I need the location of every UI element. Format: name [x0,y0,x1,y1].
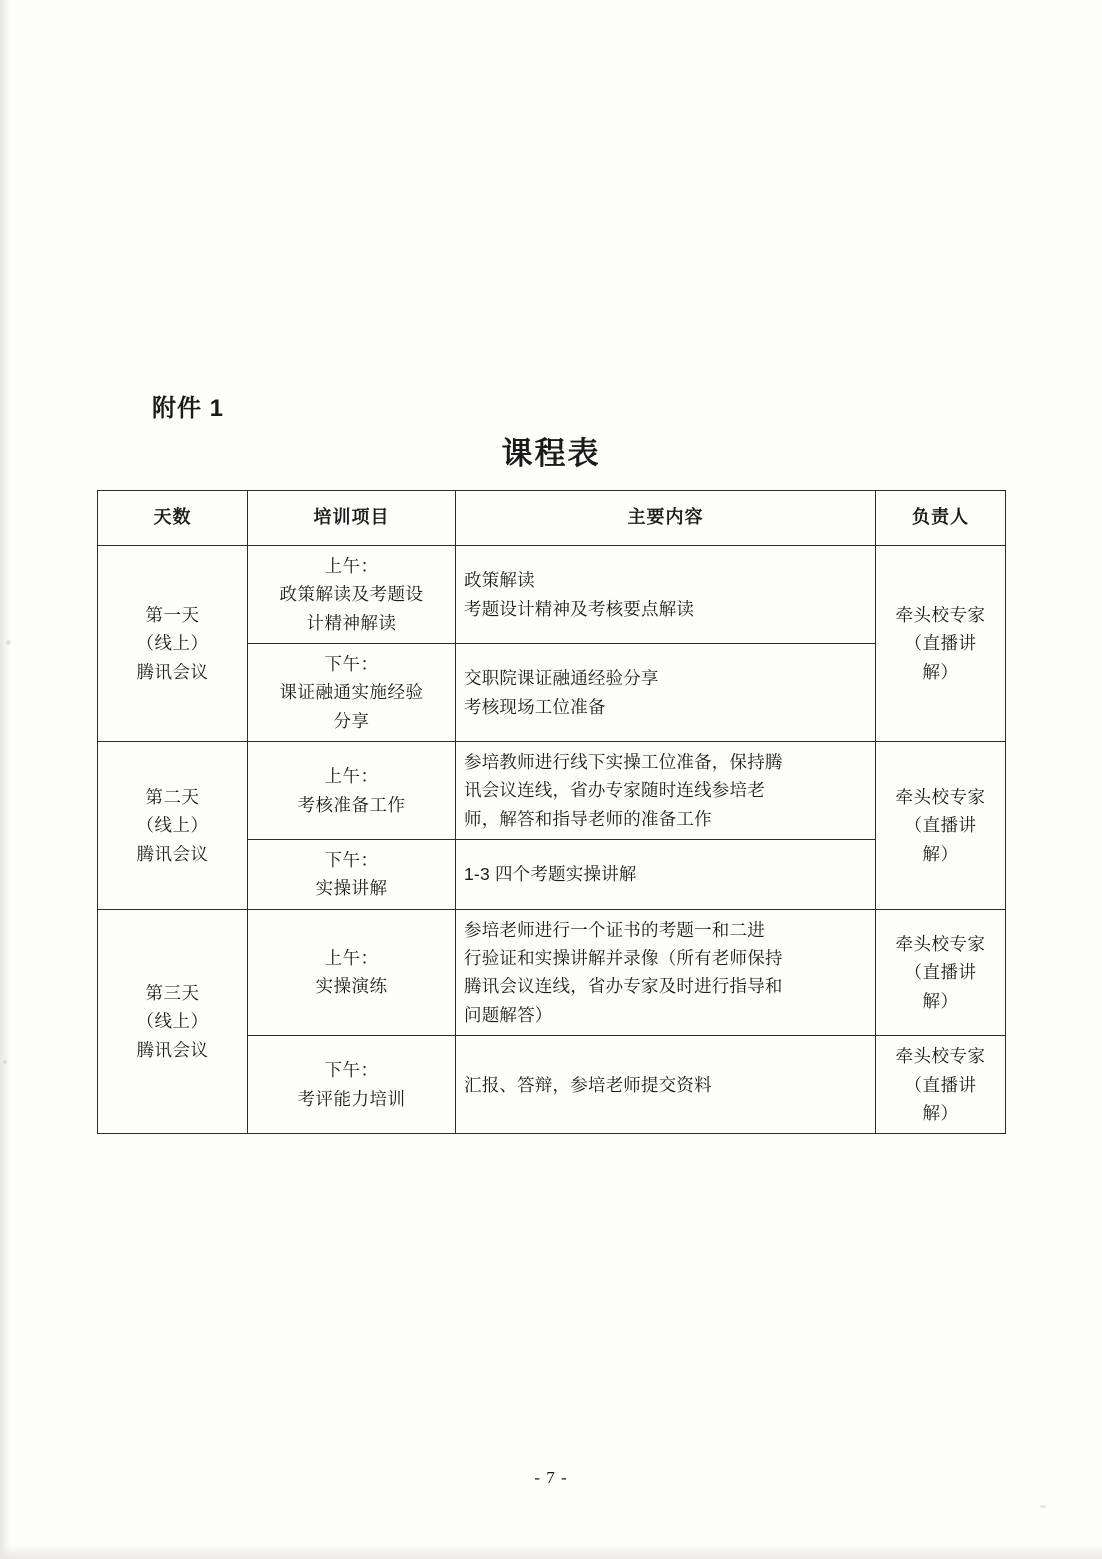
cell-main-content: 汇报、答辩，参培老师提交资料 [456,1036,876,1134]
scan-speck [6,640,11,645]
cell-main-content: 交职院课证融通经验分享 考核现场工位准备 [456,644,876,742]
scan-edge-artifact [0,0,10,1559]
scan-edge-artifact [0,1545,1102,1559]
cell-training-item: 下午： 考评能力培训 [248,1036,456,1134]
cell-owner: 牵头校专家 （直播讲 解） [876,1036,1006,1134]
column-header-day: 天数 [98,491,248,546]
page-number: - 7 - [534,1468,568,1487]
cell-day: 第二天 （线上） 腾讯会议 [98,742,248,910]
cell-training-item: 上午： 考核准备工作 [248,742,456,840]
table-row [98,546,1006,644]
cell-training-item: 上午： 政策解读及考题设 计精神解读 [248,546,456,644]
cell-main-content: 参培教师进行线下实操工位准备，保持腾 讯会议连线，省办专家随时连线参培老 师，解答和指导老师的准备工作 [456,742,876,840]
cell-owner: 牵头校专家 （直播讲 解） [876,546,1006,742]
course-schedule-table [97,490,1006,1134]
scan-speck [3,1060,7,1064]
cell-day: 第一天 （线上） 腾讯会议 [98,546,248,742]
table-row [98,742,1006,840]
page-title: 课程表 [501,436,601,471]
cell-main-content: 1-3 四个考题实操讲解 [456,840,876,910]
cell-training-item: 上午： 实操演练 [248,909,456,1035]
cell-training-item: 下午： 实操讲解 [248,840,456,910]
attachment-label: 附件 1 [152,395,225,422]
scan-speck [1040,1505,1046,1508]
cell-day: 第三天 （线上） 腾讯会议 [98,909,248,1133]
cell-owner: 牵头校专家 （直播讲 解） [876,909,1006,1035]
cell-main-content: 政策解读 考题设计精神及考核要点解读 [456,546,876,644]
table-header-row [98,491,1006,546]
column-header-main-content: 主要内容 [456,491,876,546]
cell-main-content: 参培老师进行一个证书的考题一和二进 行验证和实操讲解并录像（所有老师保持 腾讯会议连线，省办专家及时进行指导和 问题解答） [456,909,876,1035]
column-header-training-item: 培训项目 [248,491,456,546]
cell-owner: 牵头校专家 （直播讲 解） [876,742,1006,910]
cell-training-item: 下午： 课证融通实施经验 分享 [248,644,456,742]
table-row [98,909,1006,1035]
column-header-owner: 负责人 [876,491,1006,546]
